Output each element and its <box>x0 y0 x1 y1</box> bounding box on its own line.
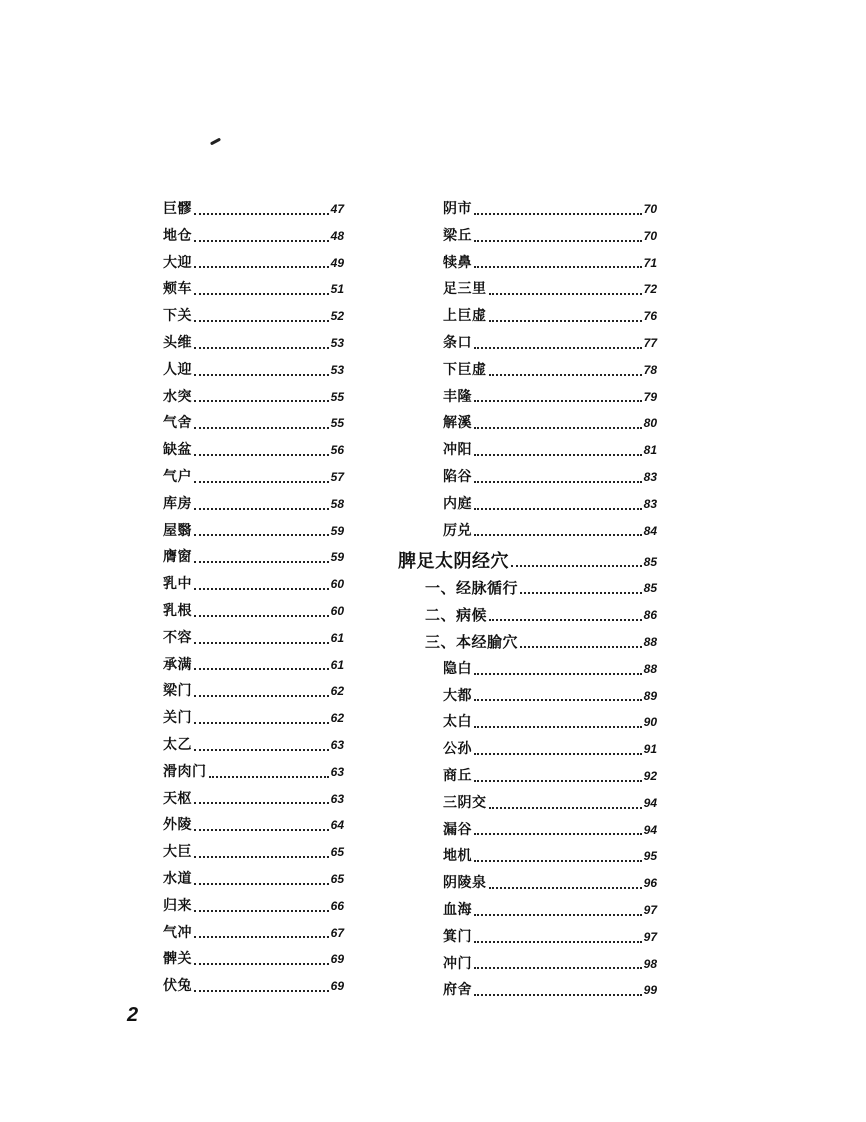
toc-entry <box>398 491 657 518</box>
toc-entry-title: 承满 <box>163 656 192 673</box>
toc-entry <box>118 571 344 598</box>
toc-entry-page: 48 <box>330 228 344 243</box>
dot-leader <box>474 726 642 728</box>
toc-entry-page: 70 <box>643 228 657 243</box>
dot-leader <box>474 780 642 782</box>
toc-entry-page: 52 <box>330 309 344 324</box>
scan-speck <box>210 138 221 146</box>
toc-entry-page: 78 <box>643 362 657 377</box>
toc-entry-page: 58 <box>330 496 344 511</box>
toc-entry-title: 不容 <box>163 629 192 646</box>
toc-entry-title: 气冲 <box>163 924 192 941</box>
toc-entry-title: 府舍 <box>443 982 472 999</box>
toc-entry <box>118 759 344 786</box>
toc-entry-page: 59 <box>330 523 344 538</box>
toc-entry-title: 足三里 <box>443 281 487 298</box>
toc-entry-page: 69 <box>330 979 344 994</box>
toc-entry-page: 84 <box>643 523 657 538</box>
toc-entry-page: 64 <box>330 818 344 833</box>
toc-entry <box>398 223 657 250</box>
toc-entry-page: 89 <box>643 688 657 703</box>
toc-entry-title: 巨髎 <box>163 201 192 217</box>
dot-leader <box>474 454 642 456</box>
toc-entry <box>118 920 344 947</box>
toc-entry-title: 大迎 <box>163 254 192 271</box>
dot-leader <box>194 856 329 858</box>
toc-entry-title: 三、本经腧穴 <box>425 632 519 651</box>
dot-leader <box>474 400 642 402</box>
dot-leader <box>474 481 642 483</box>
dot-leader <box>194 400 329 402</box>
dot-leader <box>194 266 329 268</box>
toc-entry-title: 血海 <box>443 901 472 918</box>
toc-entry <box>118 410 344 437</box>
toc-column-left <box>118 196 344 1000</box>
toc-entry-title: 漏谷 <box>443 821 472 838</box>
toc-entry-title: 外陵 <box>163 817 192 834</box>
dot-leader <box>194 427 329 429</box>
toc-entry-page: 60 <box>330 603 344 618</box>
dot-leader <box>194 668 329 670</box>
dot-leader <box>194 454 329 456</box>
toc-entry-page: 65 <box>330 845 344 860</box>
dot-leader <box>474 967 642 969</box>
toc-entry-page: 56 <box>330 443 344 458</box>
dot-leader <box>474 753 642 755</box>
dot-leader <box>474 213 642 215</box>
toc-entry-page: 49 <box>330 255 344 270</box>
toc-entry-title: 关门 <box>163 710 192 727</box>
dot-leader <box>194 508 329 510</box>
toc-entry-title: 脾足太阴经穴 <box>398 550 509 572</box>
toc-entry-page: 60 <box>330 577 344 592</box>
toc-entry-title: 地仓 <box>163 227 192 244</box>
toc-entry <box>118 946 344 973</box>
toc-entry <box>398 843 657 870</box>
toc-entry-page: 97 <box>643 902 657 917</box>
toc-entry <box>118 196 344 223</box>
dot-leader <box>474 914 642 916</box>
toc-entry <box>118 625 344 652</box>
toc-entry-title: 气舍 <box>163 415 192 432</box>
toc-entry-title: 冲门 <box>443 955 472 972</box>
dot-leader <box>194 347 329 349</box>
toc-entry <box>118 491 344 518</box>
toc-entry-title: 水突 <box>163 388 192 405</box>
toc-entry-page: 76 <box>643 309 657 324</box>
toc-entry-title: 库房 <box>163 495 192 512</box>
toc-entry <box>118 839 344 866</box>
toc-entry <box>398 629 657 656</box>
toc-entry-page: 72 <box>643 282 657 297</box>
dot-leader <box>474 673 642 675</box>
toc-entry-title: 伏兔 <box>163 978 192 995</box>
dot-leader <box>474 994 642 996</box>
toc-entry-title: 大都 <box>443 687 472 704</box>
dot-leader <box>194 802 329 804</box>
toc-entry <box>398 330 657 357</box>
toc-entry <box>118 250 344 277</box>
toc-entry <box>118 303 344 330</box>
toc-entry-title: 内庭 <box>443 495 472 512</box>
toc-entry-page: 70 <box>643 202 657 216</box>
toc-entry <box>118 276 344 303</box>
toc-entry-title: 条口 <box>443 334 472 351</box>
toc-entry-title: 隐白 <box>443 660 472 677</box>
toc-entry-page: 98 <box>643 956 657 971</box>
dot-leader <box>489 293 642 295</box>
toc-entry-title: 解溪 <box>443 415 472 432</box>
toc-entry <box>398 303 657 330</box>
toc-entry-title: 人迎 <box>163 361 192 378</box>
toc-entry-page: 97 <box>643 929 657 944</box>
toc-entry-page: 77 <box>643 335 657 350</box>
toc-entry-title: 公孙 <box>443 741 472 758</box>
toc-entry-title: 乳中 <box>163 576 192 593</box>
toc-entry <box>118 544 344 571</box>
toc-entry-page: 63 <box>330 791 344 806</box>
toc-entry-title: 乳根 <box>163 602 192 619</box>
toc-entry-page: 47 <box>330 202 344 216</box>
toc-entry <box>398 924 657 951</box>
dot-leader <box>520 646 642 648</box>
dot-leader <box>194 749 329 751</box>
toc-entry-page: 88 <box>643 661 657 676</box>
dot-leader <box>520 592 642 594</box>
toc-entry-title: 陷谷 <box>443 468 472 485</box>
toc-entry-title: 梁丘 <box>443 227 472 244</box>
toc-entry-page: 91 <box>643 742 657 757</box>
toc-entry <box>118 973 344 1000</box>
toc-entry <box>398 951 657 978</box>
toc-entry-title: 缺盆 <box>163 442 192 459</box>
toc-entry <box>118 678 344 705</box>
toc-entry <box>398 736 657 763</box>
toc-entry <box>118 518 344 545</box>
dot-leader <box>194 963 329 965</box>
toc-entry <box>398 683 657 710</box>
dot-leader <box>194 722 329 724</box>
dot-leader <box>194 615 329 617</box>
toc-entry <box>118 893 344 920</box>
dot-leader <box>194 588 329 590</box>
toc-column-right <box>398 196 657 1004</box>
toc-entry-title: 丰隆 <box>443 388 472 405</box>
toc-entry-page: 92 <box>643 768 657 783</box>
toc-entry <box>118 598 344 625</box>
toc-entry-page: 80 <box>643 416 657 431</box>
dot-leader <box>194 561 329 563</box>
toc-entry-title: 商丘 <box>443 767 472 784</box>
toc-entry-page: 65 <box>330 871 344 886</box>
toc-entry <box>118 652 344 679</box>
dot-leader <box>474 508 642 510</box>
toc-entry <box>118 705 344 732</box>
dot-leader <box>194 293 329 295</box>
dot-leader <box>474 699 642 701</box>
toc-entry <box>118 223 344 250</box>
toc-entry-title: 太乙 <box>163 736 192 753</box>
dot-leader <box>511 565 642 567</box>
dot-leader <box>209 776 329 778</box>
toc-entry-page: 67 <box>330 925 344 940</box>
dot-leader <box>194 695 329 697</box>
toc-entry <box>398 464 657 491</box>
toc-entry-page: 99 <box>643 983 657 998</box>
dot-leader <box>474 240 642 242</box>
toc-entry-title: 三阴交 <box>443 794 487 811</box>
toc-entry-title: 头维 <box>163 334 192 351</box>
toc-entry <box>398 977 657 1004</box>
toc-entry-page: 88 <box>643 634 657 649</box>
toc-entry-page: 95 <box>643 849 657 864</box>
dot-leader <box>474 347 642 349</box>
toc-entry-title: 天枢 <box>163 790 192 807</box>
toc-entry-page: 61 <box>330 657 344 672</box>
page-number: 2 <box>127 1004 139 1026</box>
toc-entry-title: 水道 <box>163 870 192 887</box>
dot-leader <box>489 807 642 809</box>
toc-entry-page: 83 <box>643 496 657 511</box>
toc-entry-page: 85 <box>643 581 657 596</box>
toc-entry-title: 冲阳 <box>443 442 472 459</box>
dot-leader <box>194 883 329 885</box>
toc-entry-title: 阴陵泉 <box>443 875 487 892</box>
toc-entry <box>118 437 344 464</box>
toc-entry <box>398 602 657 629</box>
toc-entry <box>398 276 657 303</box>
toc-entry-page: 86 <box>643 608 657 623</box>
toc-entry-title: 二、病候 <box>425 606 488 625</box>
toc-entry <box>398 790 657 817</box>
toc-entry <box>398 250 657 277</box>
toc-entry-title: 箕门 <box>443 928 472 945</box>
toc-entry <box>118 812 344 839</box>
toc-entry-page: 71 <box>643 255 657 270</box>
toc-entry-page: 61 <box>330 630 344 645</box>
toc-entry-title: 犊鼻 <box>443 254 472 271</box>
toc-entry-page: 79 <box>643 389 657 404</box>
toc-entry-title: 太白 <box>443 714 472 731</box>
toc-entry-title: 滑肉门 <box>163 763 207 780</box>
toc-entry-title: 地机 <box>443 848 472 865</box>
dot-leader <box>194 829 329 831</box>
toc-entry-page: 90 <box>643 715 657 730</box>
toc-entry-page: 66 <box>330 898 344 913</box>
dot-leader <box>489 320 642 322</box>
toc-entry-page: 94 <box>643 822 657 837</box>
toc-entry-page: 94 <box>643 795 657 810</box>
dot-leader <box>194 320 329 322</box>
toc-entry-page: 63 <box>330 737 344 752</box>
dot-leader <box>489 887 642 889</box>
toc-entry-page: 55 <box>330 416 344 431</box>
toc-entry-page: 69 <box>330 952 344 967</box>
toc-entry-title: 下关 <box>163 308 192 325</box>
toc-entry-page: 53 <box>330 335 344 350</box>
dot-leader <box>474 427 642 429</box>
toc-entry <box>118 464 344 491</box>
toc-entry <box>398 817 657 844</box>
toc-entry-title: 下巨虚 <box>443 361 487 378</box>
toc-entry-page: 81 <box>643 443 657 458</box>
toc-entry <box>398 437 657 464</box>
toc-entry <box>398 709 657 736</box>
dot-leader <box>194 910 329 912</box>
toc-entry <box>398 384 657 411</box>
toc-entry-title: 气户 <box>163 468 192 485</box>
toc-entry-title: 上巨虚 <box>443 308 487 325</box>
dot-leader <box>474 266 642 268</box>
toc-entry-page: 96 <box>643 876 657 891</box>
toc-entry-page: 62 <box>330 711 344 726</box>
toc-entry-title: 厉兑 <box>443 522 472 539</box>
dot-leader <box>489 374 642 376</box>
dot-leader <box>194 374 329 376</box>
dot-leader <box>194 240 329 242</box>
toc-entry <box>398 575 657 602</box>
dot-leader <box>194 534 329 536</box>
toc-entry <box>118 866 344 893</box>
toc-entry <box>398 410 657 437</box>
toc-entry-title: 大巨 <box>163 844 192 861</box>
dot-leader <box>474 860 642 862</box>
dot-leader <box>474 941 642 943</box>
dot-leader <box>194 481 329 483</box>
toc-entry-page: 83 <box>643 469 657 484</box>
toc-entry <box>398 656 657 683</box>
toc-entry-page: 63 <box>330 764 344 779</box>
toc-entry <box>398 763 657 790</box>
toc-entry-title: 归来 <box>163 897 192 914</box>
toc-entry-page: 51 <box>330 282 344 297</box>
dot-leader <box>194 936 329 938</box>
toc-entry <box>118 330 344 357</box>
dot-leader <box>194 990 329 992</box>
toc-entry-title: 一、经脉循行 <box>425 579 519 598</box>
toc-entry-title: 屋翳 <box>163 522 192 539</box>
dot-leader <box>474 534 642 536</box>
dot-leader <box>194 642 329 644</box>
toc-entry-page: 55 <box>330 389 344 404</box>
toc-entry <box>118 786 344 813</box>
toc-entry-page: 59 <box>330 550 344 565</box>
toc-entry-title: 颊车 <box>163 281 192 298</box>
toc-section-heading <box>398 544 657 575</box>
toc-entry <box>398 518 657 545</box>
dot-leader <box>194 213 329 215</box>
toc-entry-title: 髀关 <box>163 951 192 968</box>
toc-entry <box>118 732 344 759</box>
toc-entry <box>118 357 344 384</box>
toc-entry-title: 梁门 <box>163 683 192 700</box>
toc-entry <box>398 897 657 924</box>
dot-leader <box>489 619 642 621</box>
toc-entry <box>398 870 657 897</box>
toc-entry-page: 57 <box>330 469 344 484</box>
toc-entry-title: 膺窗 <box>163 549 192 566</box>
dot-leader <box>474 833 642 835</box>
toc-entry-page: 62 <box>330 684 344 699</box>
toc-entry <box>398 196 657 223</box>
toc-entry-title: 阴市 <box>443 201 472 217</box>
toc-entry <box>118 384 344 411</box>
toc-entry-page: 85 <box>643 554 657 569</box>
toc-entry-page: 53 <box>330 362 344 377</box>
toc-entry <box>398 357 657 384</box>
